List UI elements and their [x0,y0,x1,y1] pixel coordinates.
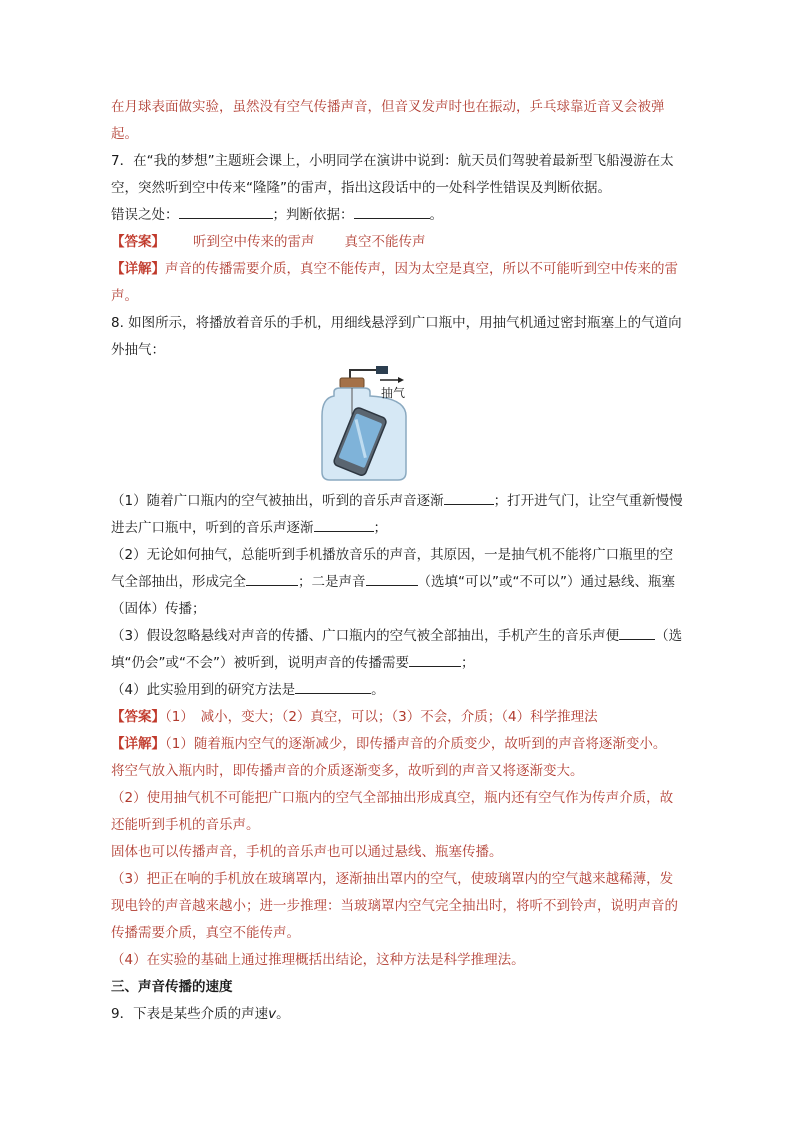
q8-blank-1[interactable] [444,490,494,505]
q8-sub4 [111,677,686,704]
q8-blank-6[interactable] [409,652,461,667]
figure-label: 抽气 [381,386,406,400]
q8-sub2-text-a: （2）无论如何抽气，总能听到手机播放音乐的声音，其原因，一是抽气机不能将广口瓶里的空气全部抽出，形成完全 [111,547,674,590]
stopper-icon [340,378,364,388]
q8-detail-5: （3）把正在响的手机放在玻璃罩内，逐渐抽出罩内的空气，使玻璃罩内的空气越来越稀薄，发现电铃的声音越来越小；进一步推理：当玻璃罩内空气完全抽出时，将听不到铃声，说明声音的传播需要介质，真空不能传声。 [111,871,678,941]
q8-blank-2[interactable] [314,517,374,532]
q7-period: 。 [429,207,443,223]
q9-period: 。 [276,1006,290,1022]
q8-sub4-text-a: （4）此实验用到的研究方法是 [111,682,296,698]
q8-answer [111,704,686,731]
q8-detail-1 [111,731,686,758]
q8-sub3-text-c: ； [460,655,475,671]
q8-detail-6: （4）在实验的基础上通过推理概括出结论，这种方法是科学推理法。 [111,952,525,968]
detail-tag: 【详解】 [111,736,165,752]
q9-stem [111,1001,686,1028]
q7-answer-2: 真空不能传声 [344,234,426,250]
q8-detail-4: 固体也可以传播声音，手机的音乐声也可以通过悬线、瓶塞传播。 [111,844,503,860]
q8-answer-text: （1） 减小，变大；（2）真空，可以；（3）不会，介质；（4）科学推理法 [165,709,598,725]
q8-sub2 [111,542,686,623]
q8-sub3-text-b: （选填“仍会”或“不会”）被听到，说明声音的传播需要 [111,628,683,671]
q7-blank-2[interactable] [354,204,430,219]
tube-icon [350,370,378,378]
bottle-figure [318,364,428,484]
q8-blank-5[interactable] [619,625,655,640]
q8-blank-4[interactable] [366,571,418,586]
answer-tag: 【答案】 [111,709,165,725]
q8-sub2-text-b: ；二是声音 [298,574,366,590]
q9-symbol: v [268,1006,277,1022]
q8-sub3 [111,623,686,677]
q7-blanks [111,202,686,229]
q8-sub2-text-c: （选填“可以”或“不可以”）通过悬线、瓶塞（固体）传播； [111,574,675,617]
section-heading: 三、声音传播的速度 [111,979,233,995]
q7-answer-1: 听到空中传来的雷声 [193,234,315,250]
arrow-icon [398,377,404,383]
q7-basis-label: ；判断依据： [272,207,354,223]
q8-stem: 8. 如图所示，将播放着音乐的手机，用细线悬浮到广口瓶中，用抽气机通过密封瓶塞上的气道向外抽气： [111,315,682,358]
q8-detail-3: （2）使用抽气机不可能把广口瓶内的空气全部抽出形成真空，瓶内还有空气作为传声介质，故还能听到手机的音乐声。 [111,790,674,833]
q8-sub1-text-b: ；打开进气门，让空气重新慢慢进去广口瓶中，听到的音乐声逐渐 [111,493,683,536]
q8-sub1-text-a: （1）随着广口瓶内的空气被抽出，听到的音乐声音逐渐 [111,493,444,509]
q8-sub4-text-b: 。 [371,682,385,698]
q8-blank-3[interactable] [246,571,298,586]
q8-detail-2: 将空气放入瓶内时，即传播声音的介质逐渐变多，故听到的声音又将逐渐变大。 [111,763,584,779]
q8-sub1-text-c: ； [373,520,387,536]
intro-paragraph: 在月球表面做实验，虽然没有空气传播声音，但音叉发声时也在振动，乒乓球靠近音叉会被弹起。 [111,99,665,142]
q9-stem-text: 9．下表是某些介质的声速 [111,1006,269,1022]
q8-sub1 [111,488,686,542]
answer-tag: 【答案】 [111,234,165,250]
q7-blank-1[interactable] [179,204,273,219]
q7-stem: 7．在“我的梦想”主题班会课上，小明同学在演讲中说到：航天员们驾驶着最新型飞船漫游在太空，突然听到空中传来“隆隆”的雷声，指出这段话中的一处科学性错误及判断依据。 [111,153,674,196]
q8-detail-1-text: （1）随着瓶内空气的逐渐减少，即传播声音的介质变少，故听到的声音将逐渐变小。 [165,736,667,752]
q7-answer [111,229,686,256]
q8-blank-7[interactable] [295,679,371,694]
q7-error-label: 错误之处： [111,207,179,223]
valve-icon [376,366,388,374]
detail-tag: 【详解】 [111,261,165,277]
q7-detail-text: 声音的传播需要介质，真空不能传声，因为太空是真空，所以不可能听到空中传来的雷声。 [111,261,678,304]
q7-detail [111,256,686,310]
q8-sub3-text-a: （3）假设忽略悬线对声音的传播、广口瓶内的空气被全部抽出，手机产生的音乐声便 [111,628,620,644]
